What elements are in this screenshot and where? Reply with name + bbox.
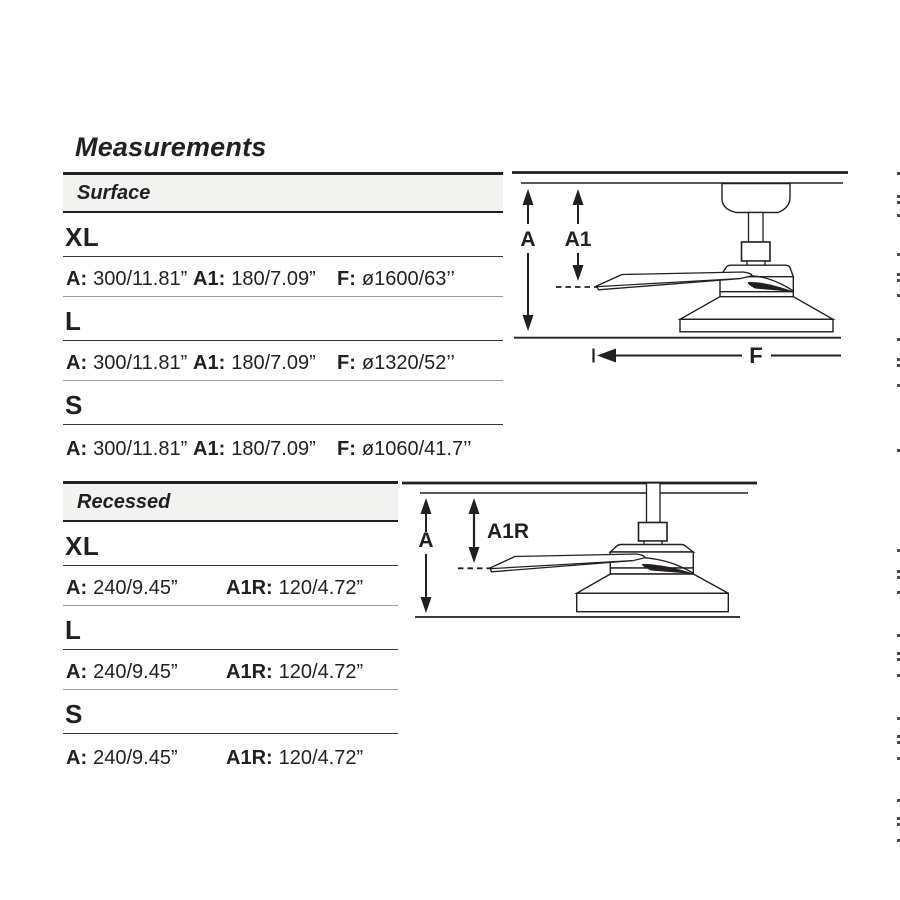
diffuser-base [680,319,833,332]
motor-band [720,292,793,297]
dimension-arrow-f [594,349,842,363]
recessed-table [63,481,398,775]
diffuser-base [577,593,729,611]
surface-mount-fan-diagram [505,162,900,374]
label-a: A [520,228,536,251]
surface-table [63,172,503,466]
label-a1r: A1R [487,520,530,543]
dim-value: 180/7.09” [231,268,316,290]
dim-value: 300/11.81” [93,268,188,290]
ceiling-fan-icon [597,184,834,332]
dim-value: 120/4.72” [278,577,364,599]
dim-value: ø1320/52’’ [361,352,455,374]
recessed-size-row-xl [63,522,398,566]
dim-label: A1: [193,437,226,460]
dim-label: A1R: [226,661,273,683]
dim-label: A1: [193,352,226,374]
surface-dims-row-l [63,341,503,382]
surface-size-row-s [63,381,503,425]
coupling [742,242,771,261]
dimension-arrow-a1r [469,498,480,563]
size-label: S [65,698,83,729]
surface-dims-row-xl [63,257,503,298]
dim-value: 180/7.09” [231,437,316,460]
dim-value: 300/11.81” [93,437,188,460]
surface-size-row-xl [63,213,503,257]
dim-label: A: [66,268,88,290]
dim-value: 120/4.72” [278,746,364,769]
dim-value: 180/7.09” [231,352,316,374]
dim-value: 240/9.45” [93,577,178,599]
size-label: XL [65,530,100,561]
page-title: Measurements [75,132,267,162]
surface-size-row-l [63,297,503,341]
dim-label: A1: [193,268,226,290]
size-label: XL [65,221,100,252]
dim-label: A1R: [226,746,273,769]
dimension-arrow-a [421,498,432,613]
dim-value: 240/9.45” [93,661,178,683]
dim-label: F: [337,437,356,460]
recessed-size-row-l [63,606,398,650]
motor-top [610,545,693,553]
dim-label: A: [66,437,88,460]
size-label: S [65,389,83,420]
diffuser-flare [577,574,729,593]
ceiling-fan-icon [490,483,728,612]
dim-label: A: [66,661,88,683]
dim-label: F: [337,268,356,290]
recessed-dims-row-s [63,734,398,775]
size-label: L [65,614,82,645]
dim-label: A: [66,746,88,769]
recessed-dims-row-l [63,650,398,691]
size-label: L [65,305,82,336]
recessed-table-header [63,481,398,522]
downrod [647,483,661,523]
label-a: A [418,529,434,552]
label-f: F [749,343,763,368]
dim-value: ø1600/63’’ [361,268,455,290]
dim-label: A1R: [226,577,273,599]
dimension-arrow-a [523,189,534,331]
label-a1: A1 [564,228,592,251]
surface-table-header [63,172,503,213]
dim-label: A: [66,577,88,599]
dim-value: 300/11.81” [93,352,188,374]
coupling [639,523,668,542]
diffuser-flare [680,297,833,320]
downrod [749,213,764,243]
dim-label: F: [337,352,356,374]
surface-dims-row-s [63,425,503,466]
canopy [722,184,790,213]
dim-label: A: [66,352,88,374]
dim-value: 120/4.72” [278,661,364,683]
recessed-header-label: Recessed [77,490,171,513]
dim-value: 240/9.45” [93,746,178,769]
surface-header-label: Surface [77,181,151,204]
recessed-size-row-s [63,690,398,734]
dim-value: ø1060/41.7’’ [361,437,472,460]
recessed-dims-row-xl [63,566,398,607]
recessed-mount-fan-diagram [398,476,760,626]
